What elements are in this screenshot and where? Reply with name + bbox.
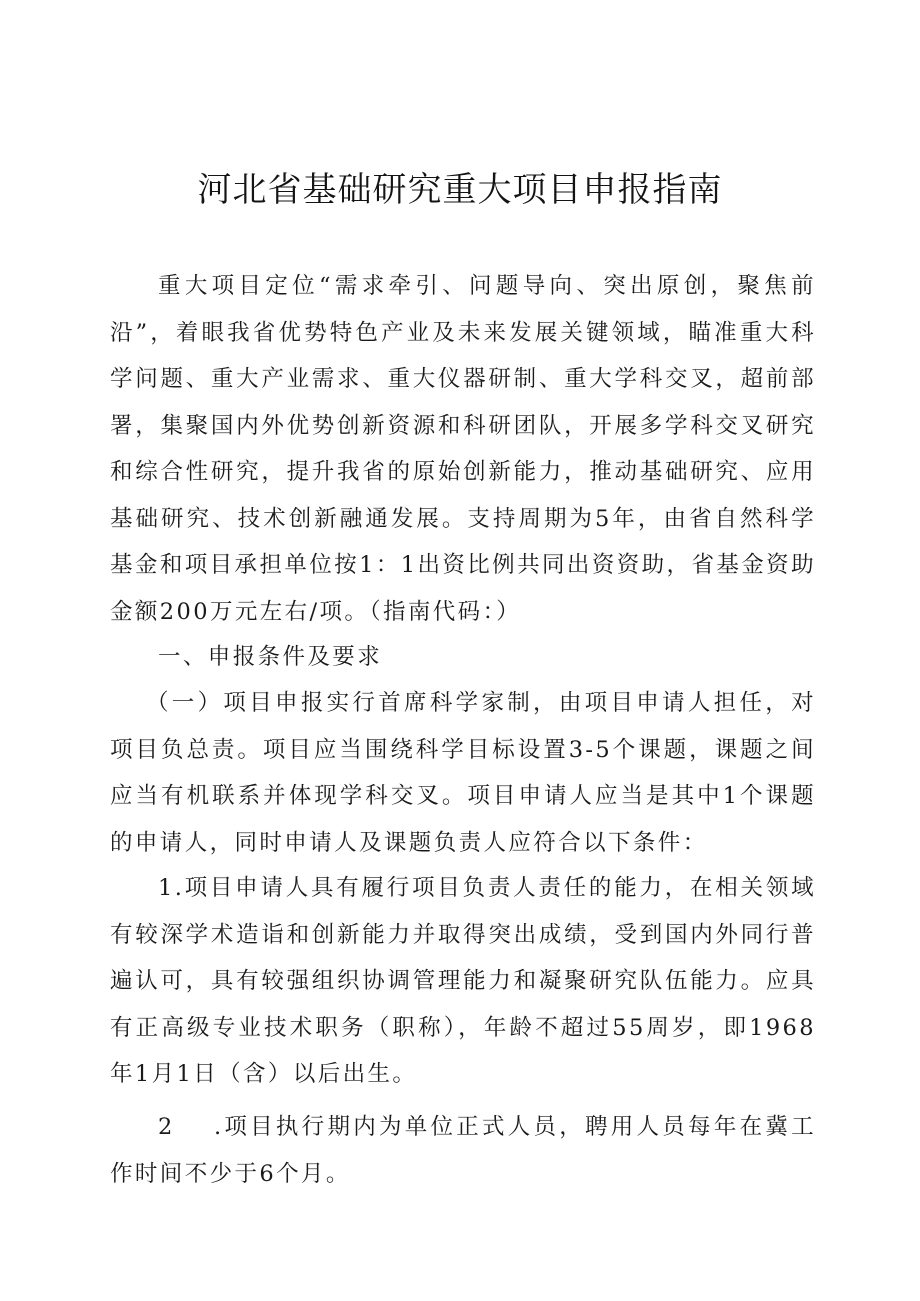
intro-paragraph: 重大项目定位“需求牵引、问题导向、突出原创，聚焦前沿”，着眼我省优势特色产业及未来发展关键领域，瞄准重大科学问题、重大产业需求、重大仪器研制、重大学科交叉，超前部署，集聚国内外优势创新资源和科研团队，开展多学科交叉研究和综合性研究，提升我省的原始创新能力，推动基础研究、应用基础研究、技术创新融通发展。支持周期为5年，由省自然科学基金和项目承担单位按1：1出资比例共同出资资助，省基金资助金额200万元左右/项。（指南代码：）	[110, 273, 816, 625]
document-title: 河北省基础研究重大项目申报指南	[197, 170, 723, 210]
requirement-item-2	[110, 1104, 816, 1197]
item-number: 2	[158, 1114, 175, 1140]
requirement-item-1: 1.项目申请人具有履行项目负责人责任的能力，在相关领域有较深学术造诣和创新能力并取得突出成绩，受到国内外同行普遍认可，具有较强组织协调管理能力和凝聚研究队伍能力。应具有正高级专业技术职务（职称），年龄不超过55周岁，即1968年1月1日（含）以后出生。	[110, 875, 816, 1087]
requirement-paragraph-1: （一）项目申报实行首席科学家制，由项目申请人担任，对项目负总责。项目应当围绕科学目标设置3-5个课题，课题之间应当有机联系并体现学科交叉。项目申请人应当是其中1个课题的申请人，同时申请人及课题负责人应符合以下条件：	[110, 690, 816, 856]
item-text: .项目执行期内为单位正式人员，聘用人员每年在冀工作时间不少于6个月。	[110, 1114, 816, 1187]
section-heading: 一、申报条件及要求	[158, 644, 383, 670]
